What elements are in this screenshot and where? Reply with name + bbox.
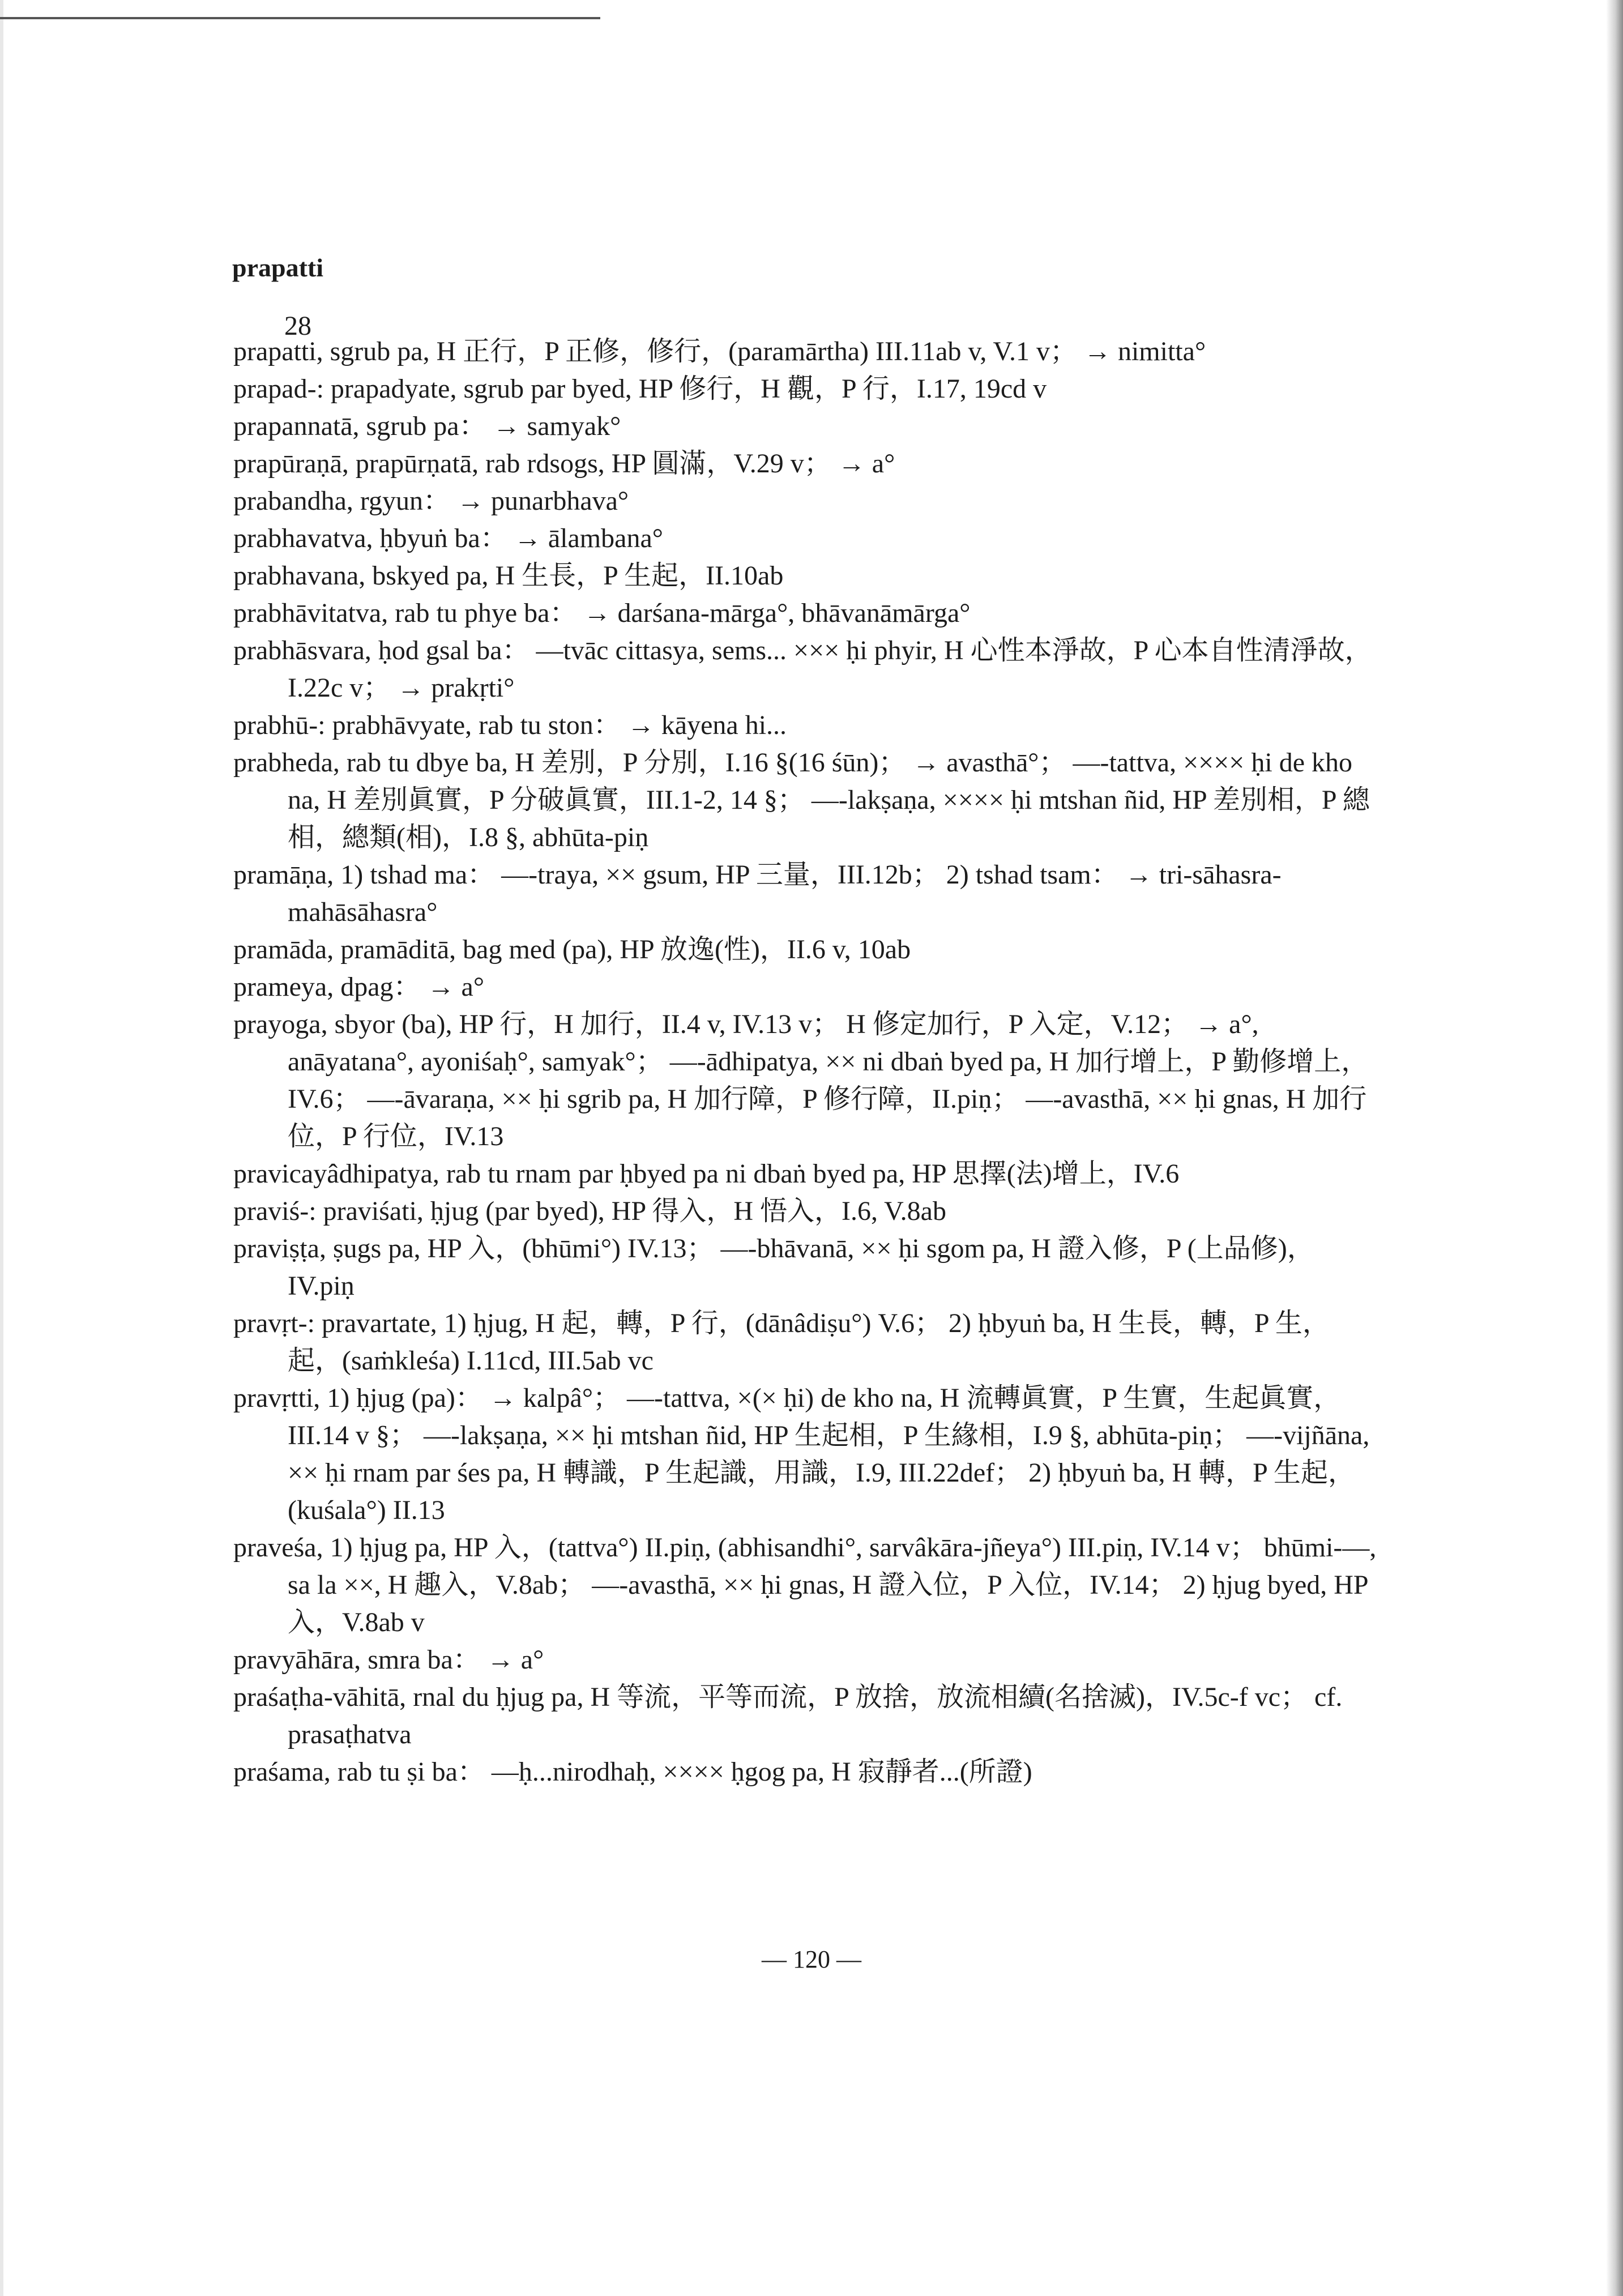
entry-headword: prapatti, — [233, 336, 323, 366]
entry-text: ṣugs pa, HP 入，(bhūmi°) IV.13； —-bhāvanā, ×× ḥi sgom pa, H 證入修，P (上品修)，IV.piṇ — [288, 1234, 1314, 1301]
dictionary-entry — [233, 1529, 1377, 1641]
entry-text: pramāditā, bag med (pa), HP 放逸(性)，II.6 v, 10ab — [340, 934, 911, 965]
dictionary-entry — [233, 1305, 1377, 1380]
entry-text: smra ba： → a° — [368, 1645, 544, 1675]
dictionary-entry — [233, 370, 1377, 408]
entry-headword: praveśa, — [233, 1533, 323, 1563]
dictionary-entry — [233, 1679, 1377, 1753]
dictionary-entry — [233, 1380, 1377, 1529]
entry-headword: praviś-: — [233, 1196, 317, 1226]
entry-headword: praviṣṭa, — [233, 1234, 326, 1264]
entry-headword: praśama, — [233, 1757, 331, 1787]
dictionary-entry — [233, 856, 1377, 931]
entry-text: rnal du ḥjug pa, H 等流，平等而流，P 放捨，放流相續(名捨滅)，IV.5c-f vc； cf. prasaṭhatva — [288, 1682, 1343, 1749]
dictionary-entry — [233, 968, 1377, 1006]
entry-headword: prapannatā, — [233, 411, 360, 441]
entry-text: rab tu dbye ba, H 差別，P 分別，I.16 §(16 śūn)； → avasthā°； —-tattva, ×××× ḥi de kho na, H 差別眞實，P 分破眞實，III.1-2, 14 §； —-lakṣaṇa, ×××× ḥi mtshan ñid, HP 差別相，P 總相，總類(相)，I.8 §, abhūta-piṇ — [288, 748, 1370, 852]
entry-text: rab tu phye ba： → darśana-mārga°, bhāvanāmārga° — [395, 598, 971, 628]
scan-top-rule — [0, 17, 600, 19]
dictionary-entry — [233, 445, 1377, 483]
page-number: — 120 — — [762, 1945, 861, 1973]
entry-headword: pramāṇa, — [233, 860, 334, 890]
entry-text: bskyed pa, H 生長，P 生起，II.10ab — [372, 561, 784, 591]
dictionary-entry — [233, 1753, 1377, 1791]
entry-text: rgyun： → punarbhava° — [360, 486, 629, 516]
dictionary-entry — [233, 931, 1377, 968]
entry-text: sgrub pa, H 正行，P 正修，修行，(paramārtha) III.11ab v, V.1 v； → nimitta° — [330, 336, 1206, 366]
dictionary-entry — [233, 520, 1377, 557]
entry-headword: prapūraṇā, — [233, 449, 349, 479]
dictionary-entry — [233, 1006, 1377, 1155]
dictionary-entry — [233, 632, 1377, 707]
entry-headword: prabhāvitatva, — [233, 598, 388, 628]
entry-headword: pravṛtti, — [233, 1383, 321, 1413]
entry-text: prabhāvyate, rab tu ston： → kāyena hi... — [332, 710, 787, 740]
entry-text: rab tu ṣi ba： —ḥ...nirodhaḥ, ×××× ḥgog pa, H 寂靜者...(所證) — [337, 1757, 1032, 1787]
entry-headword: prabandha, — [233, 486, 353, 516]
entry-headword: prabhavana, — [233, 561, 366, 591]
dictionary-entry — [233, 557, 1377, 595]
entry-text: ḥbyuṅ ba： → ālambana° — [379, 523, 663, 553]
dictionary-entry — [233, 1193, 1377, 1230]
entry-headword: prabheda, — [233, 748, 340, 778]
entry-text: pravartate, 1) ḥjug, H 起，轉，P 行，(dānâdiṣu°) V.6； 2) ḥbyuṅ ba, H 生長，轉，P 生，起，(saṁkleśa) I.11cd, III.5ab vc — [288, 1308, 1330, 1376]
entry-text: sgrub pa： → samyak° — [366, 411, 621, 441]
column-number: 28 — [284, 311, 311, 341]
running-head: prapatti — [232, 253, 323, 282]
entry-text: dpag： → a° — [340, 972, 485, 1002]
entry-text: prapadyate, sgrub par byed, HP 修行，H 觀，P 行，I.17, 19cd v — [330, 374, 1047, 404]
entry-headword: prameya, — [233, 972, 334, 1002]
entry-headword: prayoga, — [233, 1009, 328, 1039]
entry-headword: prapad-: — [233, 374, 324, 404]
dictionary-entry — [233, 1155, 1377, 1193]
entry-headword: prabhavatva, — [233, 523, 373, 553]
dictionary-entry — [233, 483, 1377, 520]
entry-headword: pravṛt-: — [233, 1308, 315, 1338]
entry-text: sbyor (ba), HP 行，H 加行，II.4 v, IV.13 v； H 修定加行，P 入定，V.12； → a°, anāyatana°, ayoniśaḥ°, samyak°； —-ādhipatya, ×× ni dbaṅ byed pa, H 加行增上，P 勤修增上，IV.6； —-āvaraṇa, ×× ḥi sgrib pa, H 加行障，P 修行障，II.piṇ； —-avasthā, ×× ḥi gnas, H 加行位，P 行位，IV.13 — [288, 1009, 1369, 1151]
entry-headword: pramāda, — [233, 934, 334, 965]
entry-text: prapūrṇatā, rab rdsogs, HP 圓滿，V.29 v； → a° — [355, 449, 895, 479]
dictionary-entry — [233, 707, 1377, 744]
entry-text: rab tu rnam par ḥbyed pa ni dbaṅ byed pa, HP 思擇(法)增上，IV.6 — [446, 1159, 1180, 1189]
dictionary-entry — [233, 1641, 1377, 1679]
entry-headword: pravicayâdhipatya, — [233, 1159, 439, 1189]
dictionary-entry — [233, 1230, 1377, 1305]
entry-headword: prabhāsvara, — [233, 635, 371, 665]
dictionary-entry — [233, 595, 1377, 632]
entry-headword: prabhū-: — [233, 710, 326, 740]
entry-text: 1) ḥjug pa, HP 入，(tattva°) II.piṇ, (abhisandhi°, sarvâkāra-jñeya°) III.piṇ, IV.14 v； bhūmi-—, sa la ××, H 趣入，V.8ab； —-avasthā, ×× ḥi gnas, H 證入位，P 入位，IV.14； 2) ḥjug byed, HP 入，V.8ab v — [288, 1533, 1377, 1637]
entry-text: 1) tshad ma： —-traya, ×× gsum, HP 三量，III.12b； 2) tshad tsam： → tri-sāhasra-mahāsāhasra° — [288, 860, 1282, 927]
dictionary-entry — [233, 333, 1377, 370]
entry-text: praviśati, ḥjug (par byed), HP 得入，H 悟入，I.6, V.8ab — [323, 1196, 946, 1226]
entry-headword: pravyāhāra, — [233, 1645, 361, 1675]
entry-headword: praśaṭha-vāhitā, — [233, 1682, 407, 1712]
dictionary-entry — [233, 408, 1377, 445]
dictionary-entry — [233, 744, 1377, 856]
entry-text: 1) ḥjug (pa)： → kalpâ°； —-tattva, ×(× ḥi) de kho na, H 流轉眞實，P 生實，生起眞實，III.14 v §； —-lakṣaṇa, ×× ḥi mtshan ñid, HP 生起相，P 生緣相，I.9 §, abhūta-piṇ； —-vijñāna, ×× ḥi rnam par śes pa, H 轉識，P 生起識，用識，I.9, III.22def； 2) ḥbyuṅ ba, H 轉，P 生起，(kuśala°) II.13 — [288, 1383, 1370, 1525]
entry-text: ḥod gsal ba： —tvāc cittasya, sems... ××× ḥi phyir, H 心性本淨故，P 心本自性清淨故，I.22c v； → prakṛti° — [288, 635, 1372, 703]
dictionary-entries — [233, 333, 1377, 1791]
